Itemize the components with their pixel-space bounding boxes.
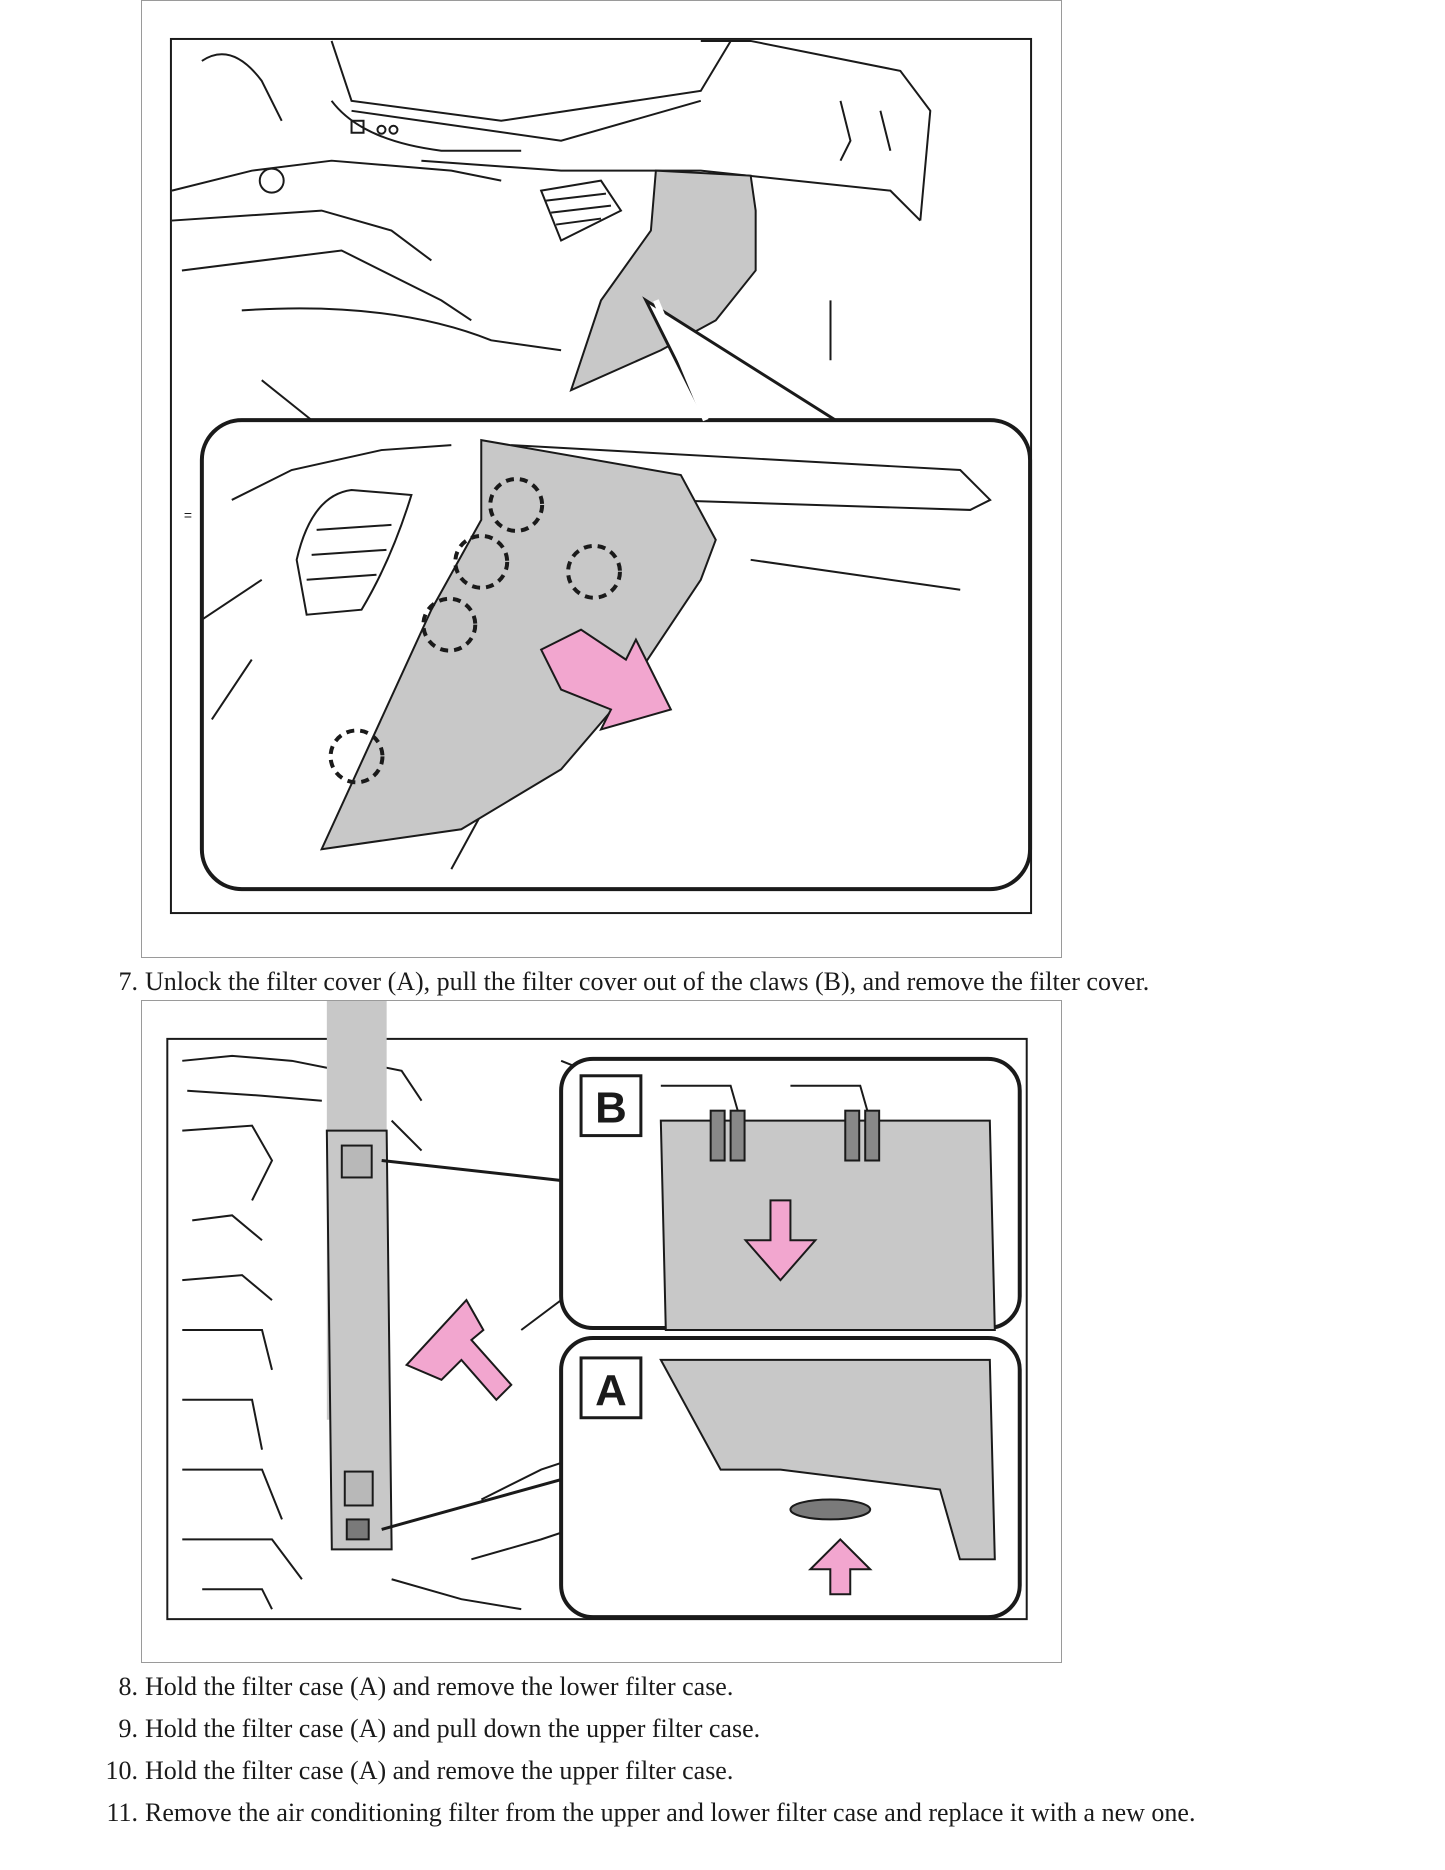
lower-panel-illustration [142, 1, 1061, 957]
step-text: Remove the air conditioning filter from the upper and lower filter case and replace it with a new one. [145, 1798, 1196, 1827]
figure-filter-cover [141, 1000, 1062, 1663]
step-text: Hold the filter case (A) and remove the upper filter case. [145, 1756, 734, 1785]
step-8 [100, 1672, 733, 1702]
figure-lower-panel-removal [141, 0, 1062, 958]
step-text: Hold the filter case (A) and pull down the upper filter case. [145, 1714, 761, 1743]
step-10 [100, 1756, 733, 1786]
callout-mark: = [183, 506, 193, 523]
step-number: 9. [118, 1714, 138, 1743]
label-a: A [595, 1365, 627, 1415]
step-7 [100, 967, 1149, 997]
step-number: 7. [118, 967, 138, 996]
step-number: 10. [105, 1756, 138, 1785]
filter-cover-illustration [142, 1001, 1061, 1662]
step-11 [100, 1798, 1195, 1828]
step-text: Hold the filter case (A) and remove the lower filter case. [145, 1672, 734, 1701]
step-text: Unlock the filter cover (A), pull the filter cover out of the claws (B), and remove the filter cover. [145, 967, 1150, 996]
step-number: 8. [118, 1672, 138, 1701]
step-9 [100, 1714, 760, 1744]
step-number: 11. [106, 1798, 138, 1827]
label-b: B [595, 1083, 627, 1133]
